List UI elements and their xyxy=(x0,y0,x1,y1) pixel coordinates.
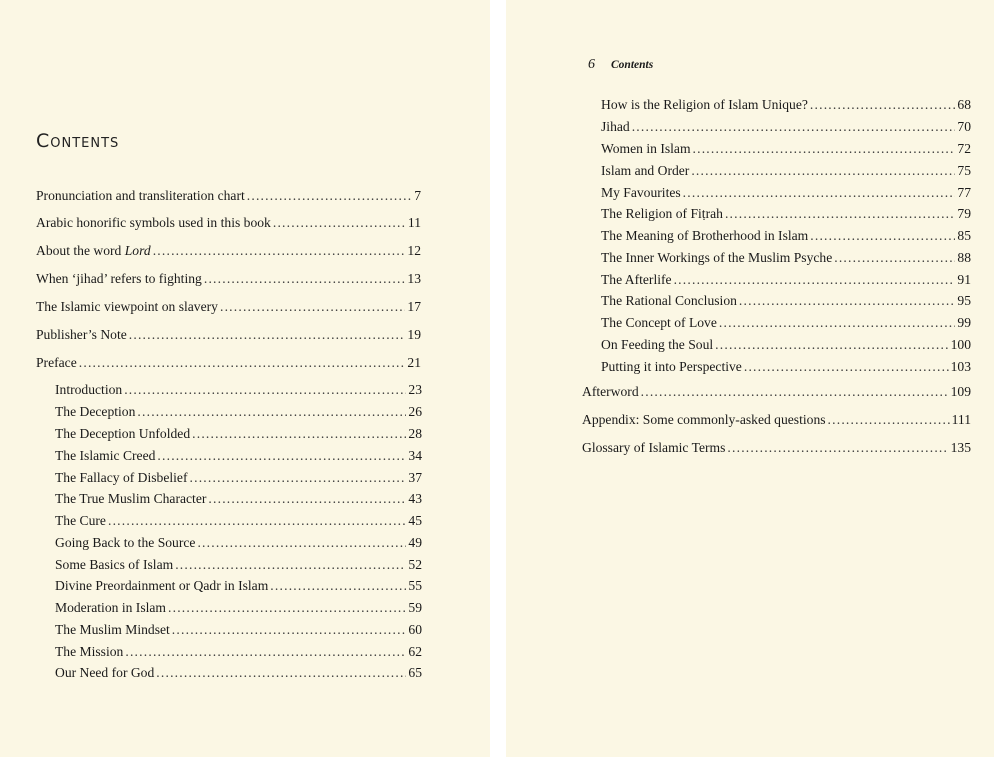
toc-sub-entry: Some Basics of Islam ..... 52 xyxy=(55,557,422,573)
toc-sub-entry: Introduction ..... 23 xyxy=(55,382,422,398)
toc-entry: The Islamic viewpoint on slavery ..... 17 xyxy=(36,299,421,315)
left-page xyxy=(0,0,490,757)
toc-sub-entry: How is the Religion of Islam Unique? ..... 68 xyxy=(601,97,971,113)
toc-entry: Appendix: Some commonly-asked questions ..... 111 xyxy=(582,412,971,428)
toc-entry: Arabic honorific symbols used in this book ..... 11 xyxy=(36,215,421,231)
toc-sub-entry: The Muslim Mindset ..... 60 xyxy=(55,622,422,638)
toc-sub-entry: Going Back to the Source ..... 49 xyxy=(55,535,422,551)
toc-sub-entry: The Cure ..... 45 xyxy=(55,513,422,529)
toc-sub-entry: Moderation in Islam ..... 59 xyxy=(55,600,422,616)
toc-sub-entry: The Islamic Creed ..... 34 xyxy=(55,448,422,464)
toc-sub-entry: Women in Islam ..... 72 xyxy=(601,141,971,157)
page-number: 6 xyxy=(588,57,595,72)
toc-sub-entry: The Rational Conclusion ..... 95 xyxy=(601,293,971,309)
toc-sub-entry: The Concept of Love ..... 99 xyxy=(601,315,971,331)
toc-entry: About the word Lord ..... 12 xyxy=(36,243,421,259)
toc-entry: Afterword ..... 109 xyxy=(582,384,971,400)
toc-sub-entry: The Mission ..... 62 xyxy=(55,644,422,660)
toc-sub-entry: My Favourites ..... 77 xyxy=(601,185,971,201)
toc-sub-entry: On Feeding the Soul ..... 100 xyxy=(601,337,971,353)
toc-sub-entry: The Deception ..... 26 xyxy=(55,404,422,420)
toc-entry: When ‘jihad’ refers to fighting ..... 13 xyxy=(36,271,421,287)
toc-sub-entry: The Deception Unfolded ..... 28 xyxy=(55,426,422,442)
right-page xyxy=(506,0,994,757)
toc-entry: Publisher’s Note ..... 19 xyxy=(36,327,421,343)
contents-title: Contents xyxy=(36,130,120,152)
toc-sub-entry: The Inner Workings of the Muslim Psyche ..... 88 xyxy=(601,250,971,266)
running-header xyxy=(588,56,653,73)
toc-sub-entry: The Religion of Fiṭrah ..... 79 xyxy=(601,206,971,222)
toc-sub-entry: The Fallacy of Disbelief ..... 37 xyxy=(55,470,422,486)
toc-sub-entry: The Meaning of Brotherhood in Islam ..... 85 xyxy=(601,228,971,244)
toc-sub-entry: The Afterlife ..... 91 xyxy=(601,272,971,288)
toc-entry: Glossary of Islamic Terms ..... 135 xyxy=(582,440,971,456)
toc-sub-entry: Divine Preordainment or Qadr in Islam ..... 55 xyxy=(55,578,422,594)
toc-entry: Pronunciation and transliteration chart ..... 7 xyxy=(36,188,421,204)
toc-sub-entry: Jihad ..... 70 xyxy=(601,119,971,135)
toc-entry: Preface ..... 21 xyxy=(36,355,421,371)
toc-sub-entry: The True Muslim Character ..... 43 xyxy=(55,491,422,507)
toc-sub-entry: Putting it into Perspective ..... 103 xyxy=(601,359,971,375)
running-title: Contents xyxy=(611,59,654,71)
toc-sub-entry: Our Need for God ..... 65 xyxy=(55,665,422,681)
toc-sub-entry: Islam and Order ..... 75 xyxy=(601,163,971,179)
